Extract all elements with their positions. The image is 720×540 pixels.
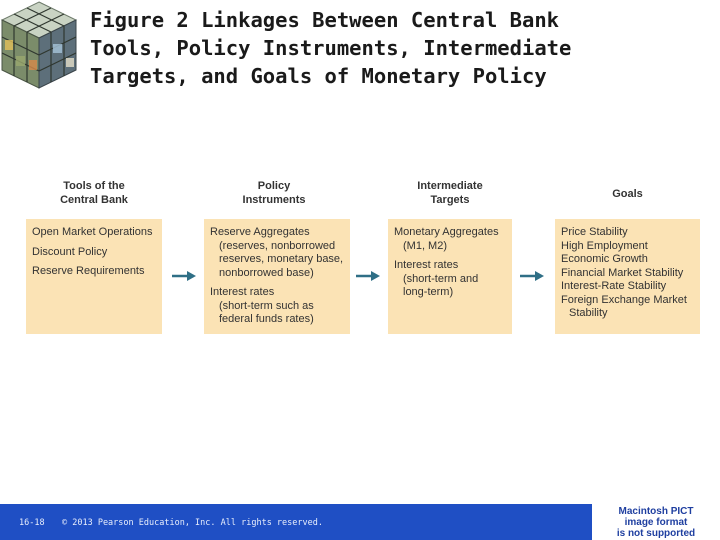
box-line: Stability: [569, 307, 608, 319]
box-line: (M1, M2): [403, 239, 447, 252]
box-line: Price Stability: [561, 226, 628, 238]
box-line: High Employment: [561, 239, 648, 252]
box-line: long-term): [403, 286, 454, 298]
header-line: Policy: [257, 180, 291, 192]
header-line: Instruments: [242, 193, 306, 206]
header-line: Tools of the: [63, 180, 125, 192]
box-line: Interest rates: [394, 259, 459, 271]
copyright-text: © 2013 Pearson Education, Inc. All rights reserved.: [62, 518, 323, 528]
header-line: Central Bank: [60, 193, 128, 206]
header-line: Targets: [430, 193, 470, 206]
slide-title: [90, 6, 710, 90]
box-line: Reserve Requirements: [32, 265, 145, 277]
box-line: Discount Policy: [32, 245, 108, 258]
box-line: Reserve Aggregates: [210, 226, 310, 238]
header-line: Intermediate: [417, 180, 483, 192]
title-line-3: Targets, and Goals of Monetary Policy: [90, 64, 547, 88]
tools-box: [26, 219, 162, 334]
box-line: (short-term such as: [219, 299, 314, 312]
column-header-tools: [26, 180, 162, 207]
header-line: Goals: [612, 188, 643, 200]
box-line: federal funds rates): [219, 313, 314, 325]
notice-line: image format: [624, 517, 688, 528]
title-line-2: Tools, Policy Instruments, Intermediate: [90, 36, 572, 60]
page-number: 16-18: [19, 518, 45, 528]
box-line: Interest-Rate Stability: [561, 280, 667, 292]
box-line: Financial Market Stability: [561, 266, 684, 279]
box-line: reserves, monetary base,: [219, 253, 344, 265]
column-header-targets: [388, 180, 512, 207]
cube-logo: [0, 0, 78, 90]
box-line: nonborrowed base): [219, 266, 314, 279]
notice-line: is not supported: [616, 528, 696, 539]
box-line: Foreign Exchange Market: [561, 293, 687, 306]
box-line: (short-term and: [403, 272, 479, 285]
arrow-right-icon: [172, 271, 196, 281]
instruments-box: [204, 219, 350, 334]
unsupported-image-notice: [592, 502, 720, 540]
box-line: Monetary Aggregates: [394, 226, 499, 238]
box-line: (reserves, nonborrowed: [219, 239, 336, 252]
arrow-right-icon: [356, 271, 380, 281]
column-header-goals: [555, 188, 700, 202]
title-line-1: Figure 2 Linkages Between Central Bank: [90, 8, 559, 32]
targets-box: [388, 219, 512, 334]
box-line: Interest rates: [210, 286, 275, 298]
arrow-right-icon: [520, 271, 544, 281]
box-line: Economic Growth: [561, 253, 648, 265]
footer-bar: [0, 504, 592, 540]
column-header-instruments: [204, 180, 344, 207]
goals-box: [555, 219, 700, 334]
box-line: Open Market Operations: [32, 226, 153, 238]
notice-line: Macintosh PICT: [618, 506, 694, 517]
